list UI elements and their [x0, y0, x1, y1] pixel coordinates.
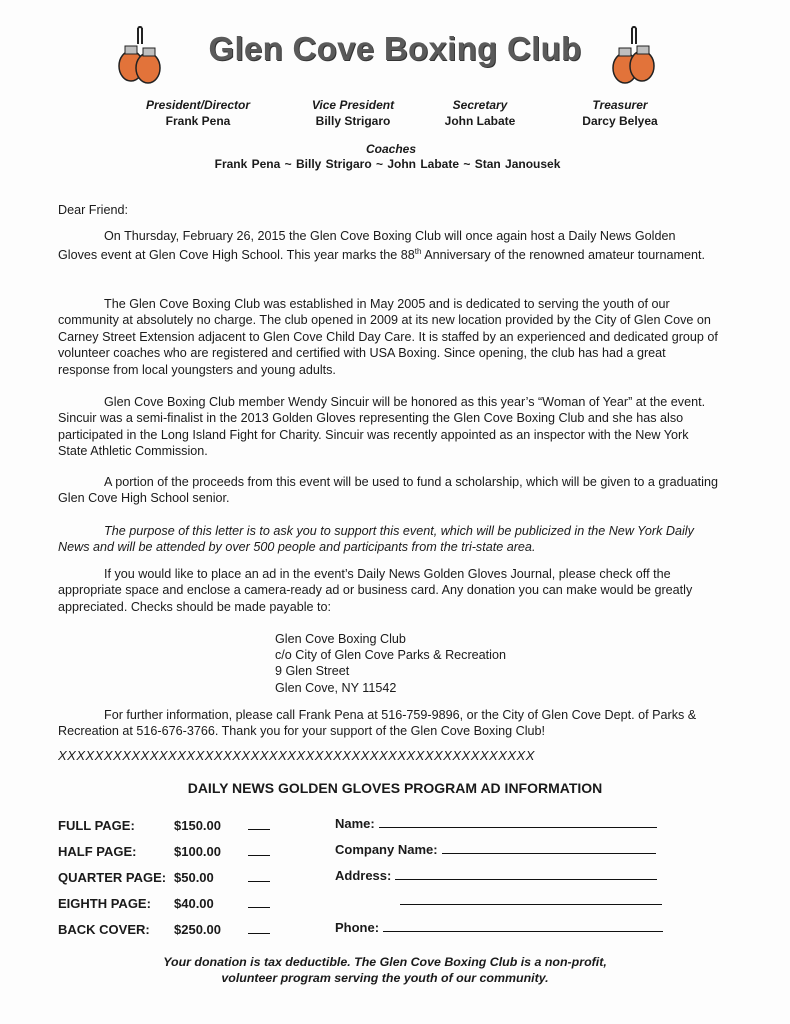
- officer-role: President/Director: [145, 98, 251, 112]
- price-label: HALF PAGE:: [58, 844, 137, 859]
- officer-role: Vice President: [311, 98, 395, 112]
- address-line: Glen Cove Boxing Club: [275, 632, 406, 646]
- officer-name: Frank Pena: [165, 114, 231, 128]
- address-field: [335, 868, 657, 883]
- price-row-full-page: [58, 818, 270, 833]
- price-amount: $100.00: [174, 844, 221, 859]
- paragraph-honoree: [58, 394, 718, 460]
- address-line: Glen Cove, NY 11542: [275, 680, 397, 695]
- field-label: Address:: [335, 868, 392, 883]
- coaches-names: Frank Pena ~ Billy Strigaro ~ John Labate ~ Stan Janousek: [214, 157, 561, 171]
- officer-name: John Labate: [444, 114, 516, 128]
- paragraph-text: Anniversary of the renowned amateur tournament.: [421, 248, 705, 263]
- name-input-line[interactable]: [379, 817, 657, 828]
- paragraph-purpose: [58, 523, 718, 556]
- field-label: Phone:: [335, 920, 380, 935]
- mailing-address: [275, 631, 506, 696]
- phone-field: [335, 920, 663, 935]
- footer-line: Your donation is tax deductible. The Glen Cove Boxing Club is a non-profit,: [163, 955, 607, 969]
- paragraph-event: [58, 228, 718, 264]
- paragraph-text: Glen Cove Boxing Club member Wendy Sincuir will be honored as this year’s “Woman of Year” at the event. Sincuir was a semi-finalist in the 2013 Golden Gloves representing the Glen Cove Boxing Club and she has also participated in the Long Island Fight for Charity. Sincuir was recently appointed as an inspector with the New York State Athletic Commission.: [58, 395, 706, 459]
- name-field: [335, 816, 657, 831]
- officer-president: [118, 98, 278, 128]
- officer-name: Darcy Belyea: [582, 114, 658, 128]
- checkbox-line[interactable]: [248, 897, 270, 908]
- salutation: Dear Friend:: [58, 203, 128, 217]
- footer-line: volunteer program serving the youth of our community.: [221, 971, 549, 985]
- officer-treasurer: [560, 98, 680, 128]
- price-label: FULL PAGE:: [58, 818, 135, 833]
- footer-note: [0, 954, 770, 986]
- company-field: [335, 842, 656, 857]
- paragraph-ad-request: [58, 566, 718, 615]
- paragraph-contact: [58, 707, 718, 740]
- price-amount: $150.00: [174, 818, 221, 833]
- field-label: Company Name:: [335, 842, 438, 857]
- price-row-back-cover: [58, 922, 270, 937]
- price-label: QUARTER PAGE:: [58, 870, 167, 885]
- coaches-label: Coaches: [365, 142, 417, 156]
- checkbox-line[interactable]: [248, 819, 270, 830]
- paragraph-text: On Thursday, February 26, 2015 the Glen Cove Boxing Club will once again host a Daily News Golden Gloves event at Glen Cove High School. This year marks the 88: [58, 229, 676, 263]
- paragraph-text: The purpose of this letter is to ask you to support this event, which will be publicized in the New York Daily News and will be attended by over 500 people and participants from the tri-state area.: [58, 524, 694, 555]
- price-amount: $250.00: [174, 922, 221, 937]
- officer-secretary: [420, 98, 540, 128]
- address-input-line[interactable]: [395, 869, 657, 880]
- address-input-line-2[interactable]: [400, 904, 662, 905]
- ad-form-title: DAILY NEWS GOLDEN GLOVES PROGRAM AD INFORMATION: [187, 780, 603, 796]
- price-row-quarter-page: [58, 870, 270, 885]
- officer-vice-president: [288, 98, 418, 128]
- checkbox-line[interactable]: [248, 871, 270, 882]
- paragraph-text: The Glen Cove Boxing Club was established in May 2005 and is dedicated to serving the youth of our community at absolutely no charge. The club opened in 2009 at its new location provided by the City of Glen Cove on Carney Street Extension adjacent to Glen Cove Child Day Care. It is staffed by an experienced and dedicated group of volunteer coaches who are registered and certified with USA Boxing. Since opening, the club has had a great response from local youngsters and young adults.: [58, 297, 718, 377]
- checkbox-line[interactable]: [248, 923, 270, 934]
- checkbox-line[interactable]: [248, 845, 270, 856]
- officer-name: Billy Strigaro: [315, 114, 391, 128]
- company-input-line[interactable]: [442, 843, 656, 854]
- officer-role: Treasurer: [592, 98, 648, 112]
- superscript: th: [414, 247, 422, 257]
- paragraph-text: If you would like to place an ad in the event’s Daily News Golden Gloves Journal, please check off the appropriate space and enclose a camera-ready ad or business card. Any donation you can make would be greatly appreciated. Checks should be made payable to:: [58, 567, 693, 614]
- price-row-half-page: [58, 844, 270, 859]
- phone-input-line[interactable]: [383, 921, 663, 932]
- address-line: c/o City of Glen Cove Parks & Recreation: [275, 648, 506, 663]
- price-label: EIGHTH PAGE:: [58, 896, 151, 911]
- club-title: Glen Cove Boxing Club: [208, 30, 582, 67]
- price-amount: $50.00: [174, 870, 214, 885]
- address-line: 9 Glen Street: [275, 664, 350, 679]
- field-label: Name:: [335, 816, 375, 831]
- paragraph-text: A portion of the proceeds from this event will be used to fund a scholarship, which will be given to a graduating Glen Cove High School senior.: [58, 475, 718, 506]
- price-label: BACK COVER:: [58, 922, 150, 937]
- x-divider: XXXXXXXXXXXXXXXXXXXXXXXXXXXXXXXXXXXXXXXXXXXXXXXXXXXX: [58, 748, 535, 763]
- paragraph-scholarship: [58, 474, 718, 507]
- price-row-eighth-page: [58, 896, 270, 911]
- price-amount: $40.00: [174, 896, 214, 911]
- paragraph-club-history: [58, 296, 718, 378]
- paragraph-text: For further information, please call Frank Pena at 516-759-9896, or the City of Glen Cove Dept. of Parks & Recreation at 516-676-3766. Thank you for your support of the Glen Cove Boxing Club!: [58, 708, 697, 739]
- officer-role: Secretary: [452, 98, 508, 112]
